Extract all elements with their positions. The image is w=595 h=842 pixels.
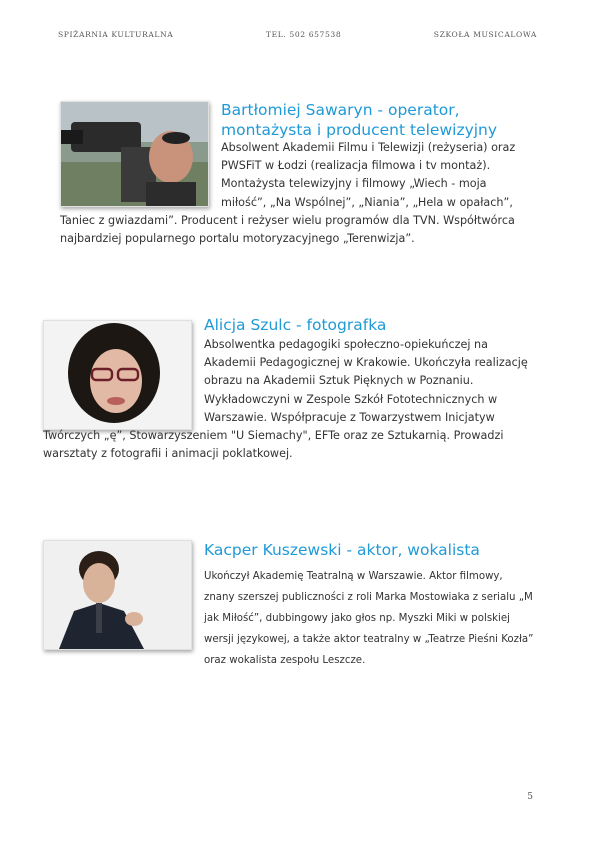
header-left: SPIŻARNIA KULTURALNA [58,30,174,39]
photo-actor [43,540,192,650]
page-number: 5 [527,792,533,802]
bio-text-sawaryn: Absolwent Akademii Filmu i Telewizji (reżyseria) oraz PWSFiT w Łodzi (realizacja filmowa i tv montaż). Montażysta telewizyjny i filmowy „Wiech - moja miłość”, „Na Wspólnej”, „Niania”, „Hela w opałach”, Taniec z gwiazdami”. Producent i reżyser wielu programów dla TVN. Współtwórca najbardziej popularnego portalu motoryzacyjnego „Terenwizja”. [60,141,516,246]
header-center: TEL. 502 657538 [265,30,342,39]
bio-text-szulc: Absolwentka pedagogiki społeczno-opiekuńczej na Akademii Pedagogicznej w Krakowie. Ukończyła realizację obrazu na Akademii Sztuk Pięknych w Poznaniu. Wykładowczyni w Zespole Szkół Fototechnicznych w Warszawie. Współpracuje z Towarzystwem Inicjatyw Twórczych „ę”, Stowarzyszeniem "U Siemachy", EFTe oraz ze Sztukarnią. Prowadzi warsztaty z fotografii i animacji poklatkowej. [43,338,528,461]
header-right: SZKOŁA MUSICALOWA [433,30,537,39]
bio-name-sawaryn-line1: Bartłomiej Sawaryn - operator, [221,101,460,119]
bio-name-szulc: Alicja Szulc - fotografka [204,316,387,334]
bio-name-kuszewski: Kacper Kuszewski - aktor, wokalista [204,541,480,559]
page-header [58,30,537,39]
bio-text-kuszewski: Ukończył Akademię Teatralną w Warszawie. Aktor filmowy, znany szerszej publiczności z roli Marka Mostowiaka z serialu „M jak Miłość”, dubbingowy jako głos np. Myszki Miki w polskiej wersji językowej, a także aktor teatralny w „Teatrze Pieśni Kozła” oraz wokalista zespołu Leszcze. [204,571,534,666]
bio-name-sawaryn-line2: montażysta i producent telewizyjny [221,121,498,139]
